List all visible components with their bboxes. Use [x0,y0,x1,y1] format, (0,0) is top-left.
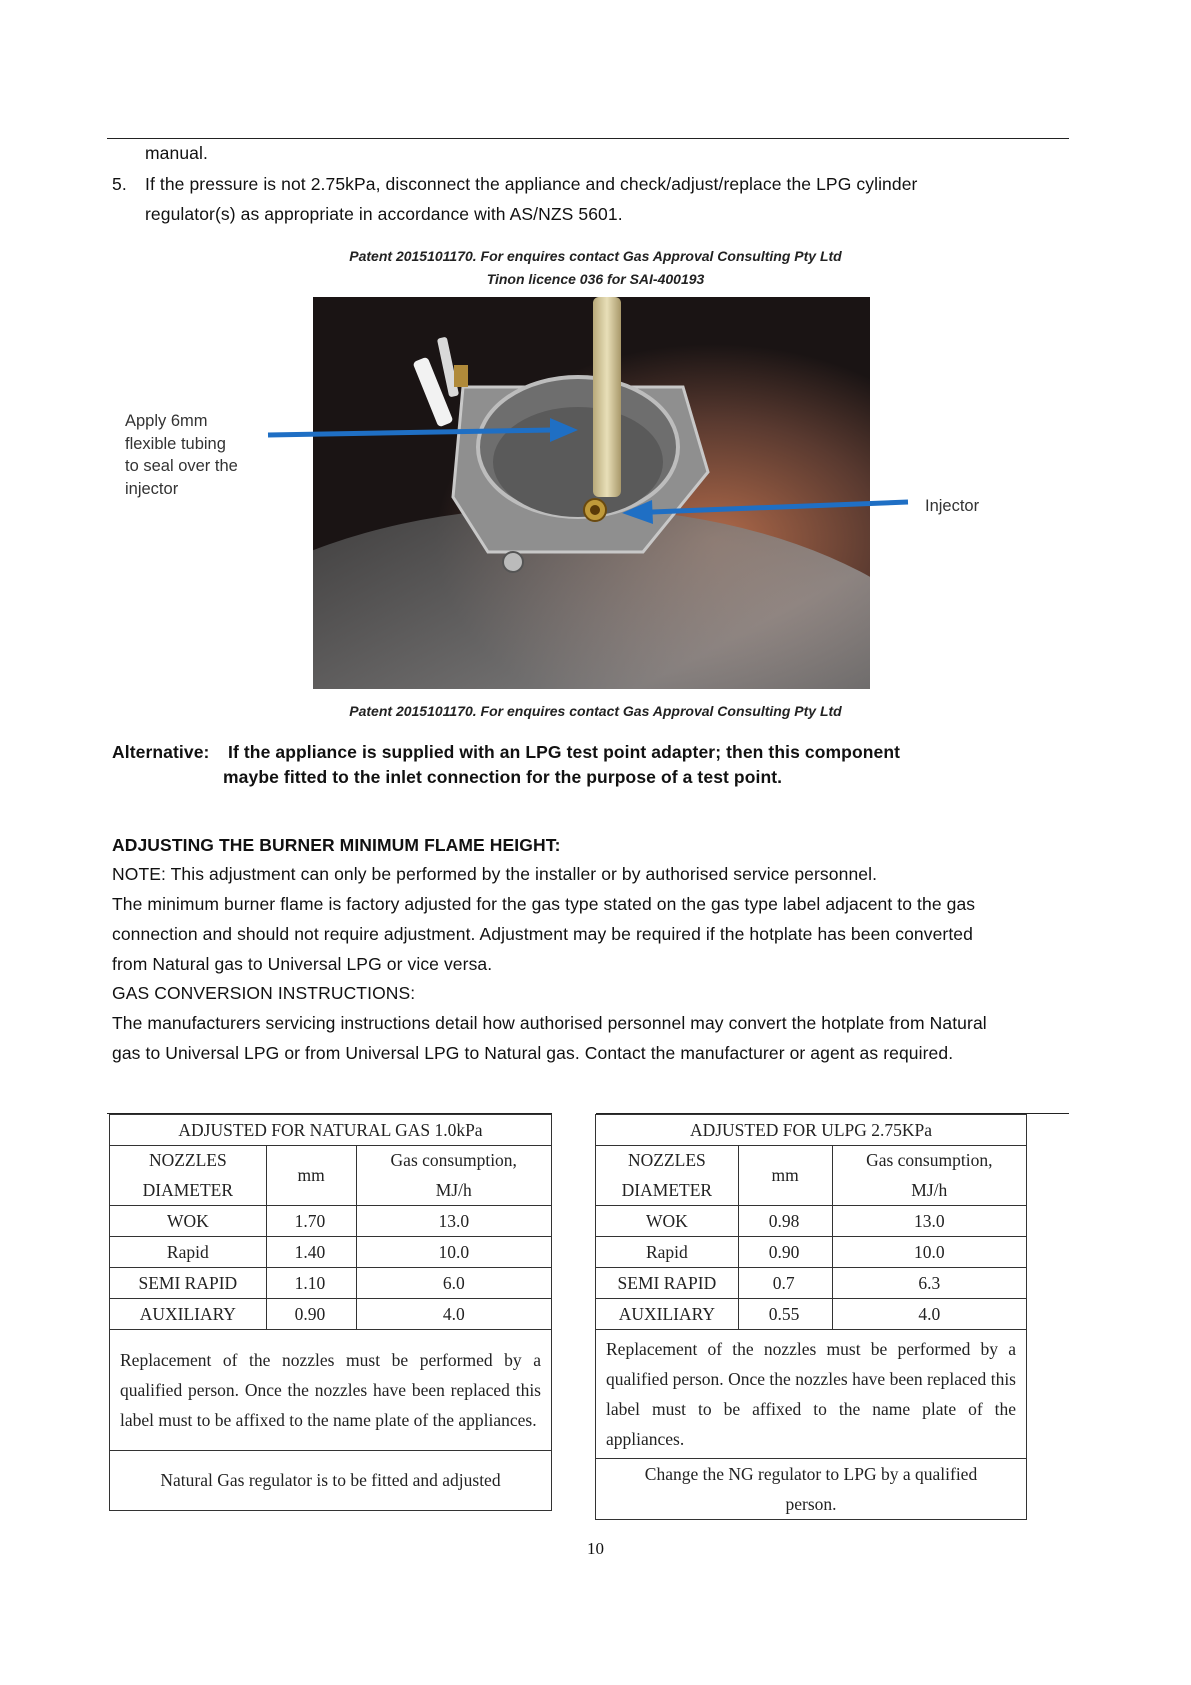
row-mm: 1.40 [266,1237,356,1268]
callout-tubing-line-3: to seal over the [125,457,238,475]
table-ng-title: ADJUSTED FOR NATURAL GAS 1.0kPa [110,1115,552,1146]
table-lpg-header-mm: mm [738,1146,832,1206]
row-gas: 4.0 [832,1299,1026,1330]
row-mm: 1.10 [266,1268,356,1299]
alternative-line-1: If the appliance is supplied with an LPG test point adapter; then this component [228,742,901,762]
burner-photo-illustration [313,297,870,689]
row-mm: 0.7 [738,1268,832,1299]
table-ng-header-gas: Gas consumption, [356,1146,552,1176]
row-mm: 0.90 [266,1299,356,1330]
row-gas: 4.0 [356,1299,552,1330]
table-lpg-header-nozzles: NOZZLES [596,1146,739,1176]
table-ng-header-diameter: DIAMETER [110,1176,267,1206]
table-row [110,1299,552,1330]
step-number: 5. [112,174,127,194]
table-lpg-footer: Change the NG regulator to LPG by a qualified person. [596,1459,1027,1520]
callout-tubing-line-1: Apply 6mm [125,412,208,430]
patent-note-bottom: Patent 2015101170. For enquires contact Gas Approval Consulting Pty Ltd [349,703,842,719]
alternative-label: Alternative: [112,742,210,762]
row-name: SEMI RAPID [110,1268,267,1299]
table-lpg-note: Replacement of the nozzles must be performed by a qualified person. Once the nozzles have been replaced this label must to be affixed to the name plate of the appliances. [596,1330,1027,1459]
callout-tubing-line-4: injector [125,479,179,498]
row-mm: 0.55 [738,1299,832,1330]
adjusting-line: from Natural gas to Universal LPG or vice versa. [112,954,493,974]
patent-note-top-1: Patent 2015101170. For enquires contact Gas Approval Consulting Pty Ltd [349,248,842,264]
table-row [110,1268,552,1299]
row-mm: 1.70 [266,1206,356,1237]
row-name: WOK [110,1206,267,1237]
table-row [596,1299,1027,1330]
adjusting-line: NOTE: This adjustment can only be performed by the installer or by authorised service personnel. [112,864,878,884]
row-name: AUXILIARY [596,1299,739,1330]
table-lpg-header-diameter: DIAMETER [596,1176,739,1206]
table-ng-header-unit: MJ/h [356,1176,552,1206]
row-name: Rapid [110,1237,267,1268]
table-row [596,1206,1027,1237]
intro-line: manual. [145,143,208,163]
table-row [110,1206,552,1237]
adjusting-line: GAS CONVERSION INSTRUCTIONS: [112,983,416,1003]
table-ng-header-mm: mm [266,1146,356,1206]
adjusting-line: connection and should not require adjustment. Adjustment may be required if the hotplate has been converted [112,924,973,944]
row-mm: 0.98 [738,1206,832,1237]
table-lpg-title: ADJUSTED FOR ULPG 2.75KPa [596,1115,1027,1146]
table-ulpg [595,1114,1027,1520]
burner-photo [313,297,870,689]
row-gas: 6.3 [832,1268,1026,1299]
alternative-line-2: maybe fitted to the inlet connection for the purpose of a test point. [223,767,783,787]
adjusting-heading: ADJUSTING THE BURNER MINIMUM FLAME HEIGHT: [112,835,561,855]
row-gas: 6.0 [356,1268,552,1299]
callout-injector: Injector [925,497,980,515]
row-gas: 13.0 [356,1206,552,1237]
row-gas: 10.0 [832,1237,1026,1268]
row-gas: 13.0 [832,1206,1026,1237]
patent-note-top-2: Tinon licence 036 for SAI-400193 [486,271,705,287]
table-natural-gas [109,1114,552,1511]
row-mm: 0.90 [738,1237,832,1268]
table-lpg-header-gas: Gas consumption, [832,1146,1026,1176]
table-ng-footer: Natural Gas regulator is to be fitted and adjusted [110,1451,552,1511]
row-gas: 10.0 [356,1237,552,1268]
adjusting-line: The minimum burner flame is factory adjusted for the gas type stated on the gas type label adjacent to the gas [112,894,976,914]
row-name: WOK [596,1206,739,1237]
header-rule [107,138,1069,139]
step-text-line-2: regulator(s) as appropriate in accordance with AS/NZS 5601. [145,204,623,224]
table-lpg-header-unit: MJ/h [832,1176,1026,1206]
table-ng-header-nozzles: NOZZLES [110,1146,267,1176]
row-name: SEMI RAPID [596,1268,739,1299]
row-name: AUXILIARY [110,1299,267,1330]
adjusting-line: The manufacturers servicing instructions detail how authorised personnel may convert the hotplate from Natural [112,1013,987,1033]
callout-tubing [125,410,238,500]
row-name: Rapid [596,1237,739,1268]
table-row [110,1237,552,1268]
adjusting-line: gas to Universal LPG or from Universal LPG to Natural gas. Contact the manufacturer or agent as required. [112,1043,954,1063]
table-row [596,1268,1027,1299]
callout-tubing-line-2: flexible tubing [125,434,226,453]
step-text-line-1: If the pressure is not 2.75kPa, disconnect the appliance and check/adjust/replace the LPG cylinder [145,174,918,194]
page-number: 10 [587,1539,604,1558]
table-row [596,1237,1027,1268]
table-ng-note: Replacement of the nozzles must be performed by a qualified person. Once the nozzles have been replaced this label must to be affixed to the name plate of the appliances. [110,1330,552,1451]
